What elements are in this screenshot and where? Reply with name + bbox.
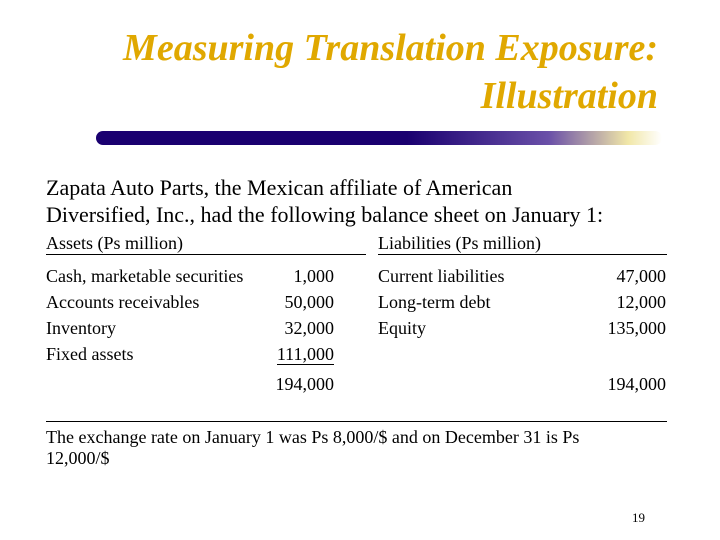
- balance-sheet: [46, 230, 667, 425]
- asset-value: 1,000: [293, 266, 334, 286]
- asset-label: Inventory: [46, 318, 116, 338]
- intro-line-1: Zapata Auto Parts, the Mexican affiliate of American: [46, 175, 513, 200]
- asset-value-underlined: [256, 341, 334, 367]
- liability-label: Equity: [378, 318, 426, 338]
- assets-total: 194,000: [275, 374, 334, 394]
- liability-value: 135,000: [607, 318, 666, 338]
- sheet-bottom-rule: [46, 421, 667, 422]
- exchange-rate-note: [46, 427, 676, 469]
- liabilities-header: Liabilities (Ps million): [378, 232, 667, 255]
- asset-value: 111,000: [276, 344, 334, 364]
- liability-label: Current liabilities: [378, 266, 505, 286]
- title-line-2: Illustration: [480, 75, 658, 117]
- asset-label: Fixed assets: [46, 344, 134, 364]
- asset-label: Accounts receivables: [46, 292, 200, 312]
- liability-value: 12,000: [616, 292, 666, 312]
- slide-title: [38, 24, 658, 120]
- intro-text: [46, 174, 686, 228]
- liabilities-labels: [378, 263, 504, 341]
- assets-header: Assets (Ps million): [46, 232, 366, 255]
- liabilities-values: [566, 263, 666, 341]
- asset-label: Cash, marketable securities: [46, 266, 244, 286]
- asset-value: 50,000: [284, 292, 334, 312]
- assets-labels: [46, 263, 243, 367]
- title-divider: [96, 131, 662, 145]
- assets-values: [256, 263, 334, 367]
- footnote-line-1: The exchange rate on January 1 was Ps 8,000/$ and on December 31 is Ps: [46, 427, 580, 447]
- liability-value: 47,000: [616, 266, 666, 286]
- title-line-1: Measuring Translation Exposure:: [123, 27, 658, 69]
- asset-value: 32,000: [284, 318, 334, 338]
- liability-label: Long-term debt: [378, 292, 491, 312]
- liabilities-total: 194,000: [607, 374, 666, 394]
- footnote-line-2: 12,000/$: [46, 448, 110, 468]
- intro-line-2: Diversified, Inc., had the following balance sheet on January 1:: [46, 202, 604, 227]
- page-number: 19: [632, 510, 645, 525]
